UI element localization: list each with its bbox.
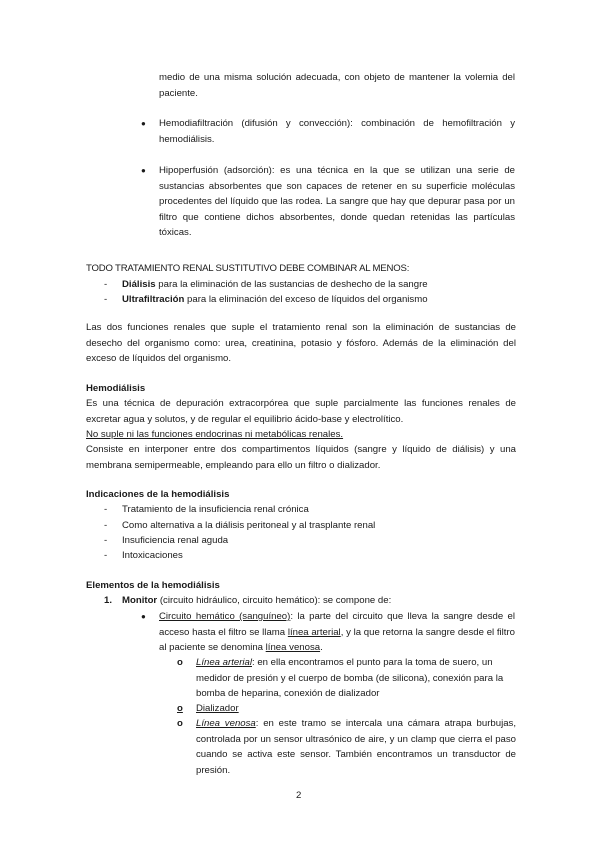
text-fragment: : la parte del circuito que lleva la sangre desde el acceso hasta el filtro se llama — [159, 611, 515, 638]
text-fragment: . — [320, 642, 323, 653]
sub-bullet-marker: o — [177, 718, 183, 729]
section-heading: Hemodiálisis — [86, 383, 146, 394]
item-text: : se compone de: — [317, 595, 392, 606]
sub-list-item — [196, 655, 516, 702]
list-item: Insuficiencia renal aguda — [122, 535, 229, 546]
section-heading: TODO TRATAMIENTO RENAL SUSTITUTIVO DEBE COMBINAR AL MENOS: — [86, 263, 410, 274]
list-item: Tratamiento de la insuficiencia renal crónica — [122, 504, 309, 515]
list-item — [122, 277, 516, 293]
section-heading: Indicaciones de la hemodiálisis — [86, 489, 230, 500]
sub-bullet-marker: o — [177, 657, 183, 668]
dash-icon: - — [104, 504, 108, 515]
paragraph: Consiste en interponer entre dos compartimentos líquidos (sangre y líquido de diálisis) y una membrana semipermeable, empleando para ello un filtro o dializador. — [86, 444, 516, 471]
sub-item-text: : en este tramo se intercala una cámara atrapa burbujas, controlada por un sensor ultrasónico de aire, y un clamp que cierra el paso cuando se activa este sensor. También encontramos un transductor de presión. — [196, 718, 517, 776]
term-circuito-hematico: Circuito hemático (sanguíneo) — [159, 611, 291, 622]
bullet-icon: ● — [141, 119, 146, 128]
list-item-text: para la eliminación de las sustancias de deshecho de la sangre — [155, 279, 428, 290]
dash-icon: - — [104, 520, 108, 531]
dash-icon: - — [104, 535, 108, 546]
list-item: Como alternativa a la diálisis peritoneal y al trasplante renal — [122, 520, 376, 531]
list-item-continuation: medio de una misma solución adecuada, con objeto de mantener la volemia del paciente. — [159, 72, 515, 99]
sub-list-item: Dializador — [196, 703, 239, 714]
numbered-item — [122, 593, 516, 609]
bullet-icon: ● — [141, 166, 146, 175]
item-term: Monitor — [122, 595, 158, 606]
sub-item-label: Línea venosa — [196, 718, 256, 729]
page-number: 2 — [296, 790, 302, 801]
sub-item-text: : en ella encontramos el punto para la toma de suero, un medidor de presión y el cuerpo de bomba (de silicona), conexión para la bomba de heparina, conexión de dializador — [196, 657, 504, 699]
dash-icon: - — [104, 294, 108, 305]
sub-item-label: Línea arterial — [196, 657, 252, 668]
list-item-term: Diálisis — [122, 279, 156, 290]
list-item — [122, 292, 516, 308]
list-item: Intoxicaciones — [122, 550, 183, 561]
text-fragment: , y la que retorna la sangre desde el filtro al paciente se denomina — [159, 626, 516, 653]
term-linea-arterial: línea arterial — [287, 626, 341, 638]
list-item — [159, 609, 515, 656]
list-item: Hipoperfusión (adsorción): es una técnica en la que se utilizan una serie de sustancias absorbentes que son capaces de retener en su superficie moléculas procedentes del líquido que las rodea. La sangre que hay que depurar pasa por un filtro que contiene dichos absorbentes, donde quedan retenidas las partículas tóxicas. — [159, 165, 515, 238]
list-item-term: Ultrafiltración — [122, 294, 185, 305]
term-linea-venosa: línea venosa — [265, 642, 321, 653]
paragraph: Las dos funciones renales que suple el tratamiento renal son la eliminación de sustancias de desecho del organismo como: urea, creatinina, potasio y fósforo. Además de la eliminación del exceso de líquidos del organismo. — [86, 322, 516, 364]
list-item: Hemodiafiltración (difusión y convección): combinación de hemofiltración y hemodiálisis. — [159, 118, 515, 145]
bullet-icon: ● — [141, 612, 146, 621]
paragraph: Es una técnica de depuración extracorpórea que suple parcialmente las funciones renales de excretar agua y solutos, y de regular el equilibrio ácido-base y electrolítico. — [86, 398, 516, 425]
dash-icon: - — [104, 550, 108, 561]
paragraph-underlined: No suple ni las funciones endocrinas ni metabólicas renales. — [86, 429, 344, 440]
sub-list-item — [196, 716, 516, 778]
dash-icon: - — [104, 279, 108, 290]
list-item-text: para la eliminación del exceso de líquidos del organismo — [184, 294, 428, 305]
item-qualifier: (circuito hidráulico, circuito hemático) — [157, 595, 318, 606]
section-heading: Elementos de la hemodiálisis — [86, 580, 220, 591]
sub-bullet-marker: o — [177, 703, 183, 714]
numbered-marker: 1. — [104, 595, 113, 606]
